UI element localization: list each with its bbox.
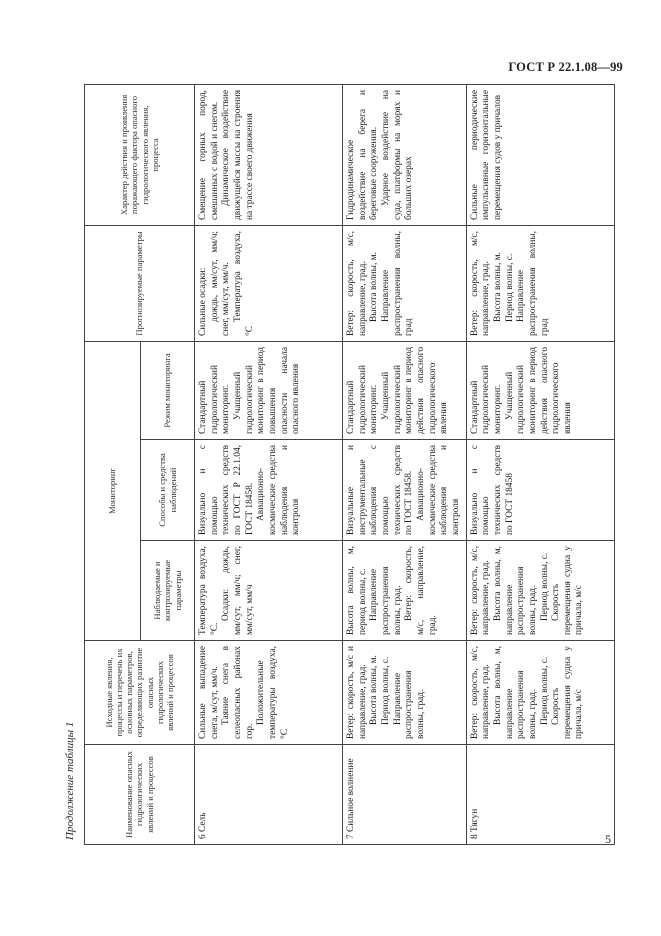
cell-line: Высота волны, м, направление распространения волны, град. xyxy=(492,646,538,739)
cell-sources xyxy=(466,641,614,745)
cell-line: Ветер: скорость, м/с, направление, град. xyxy=(469,546,492,635)
page-header: ГОСТ Р 22.1.08—99 xyxy=(508,60,623,74)
cell-line: Высота волны, м, направление распространения волны, град. xyxy=(492,546,538,635)
cell-impact xyxy=(343,84,467,225)
page-number: 5 xyxy=(605,832,611,846)
cell-line: Авиационно-космические средства наблюдения и контроля xyxy=(256,445,302,535)
cell-forecast xyxy=(466,225,614,341)
cell-line: Ветер: скорость, м/с, направление, град. xyxy=(346,230,368,336)
cell-methods xyxy=(466,440,614,541)
cell-name: 8 Тягун xyxy=(466,745,614,845)
cell-line: Ударное воздействие на суда, платформы на морях и больших озерах xyxy=(380,89,415,220)
cell-line: Высота волны, м. xyxy=(369,252,380,322)
header-observed: Наблюдаемые и контролируемые параметры xyxy=(141,541,195,641)
table-row xyxy=(466,84,614,844)
cell-observed xyxy=(466,541,614,641)
cell-line: Учащенный гидрологический мониторинг в период действия опасного гидрологического явления xyxy=(504,346,573,434)
table-row xyxy=(343,84,467,844)
cell-sources xyxy=(195,641,343,745)
cell-line: дождь, мм/сут, мм/ч; снег, мм/сут, мм/ч. xyxy=(209,230,232,336)
cell-line: Сильные осадки: xyxy=(198,267,208,336)
cell-line: Скорость перемещения судна у причала, м/с xyxy=(551,546,585,635)
header-sources: Исходные явления, процессы и перечень их основных параметров, определяющих развитие опасных гидрологических явлений и процессов xyxy=(85,641,195,745)
table-body xyxy=(195,84,615,844)
cell-line: Ветер: скорость, м/с, направление, град. xyxy=(404,546,438,635)
header-name: Наименование опасных гидрологических явлений и процессов xyxy=(85,745,195,845)
cell-line: Направление распространения волны, град xyxy=(380,230,415,336)
cell-line: Смещение горных пород, смешанных с водой и снегом. xyxy=(198,89,220,220)
cell-mode xyxy=(195,341,343,439)
cell-impact xyxy=(195,84,343,225)
header-forecast: Прогнозируемые параметры xyxy=(85,225,195,341)
cell-methods xyxy=(195,440,343,541)
cell-line: Осадки: дождь, мм/сут, мм/ч; снег, мм/сут, мм/ч xyxy=(221,546,255,635)
cell-observed xyxy=(343,541,467,641)
cell-observed xyxy=(195,541,343,641)
cell-line: Период волны, с. xyxy=(539,552,550,621)
cell-line: Период волны, с. xyxy=(380,656,391,725)
cell-line: Период волны, с. xyxy=(539,656,550,725)
header-methods: Способы и средства наблюдений xyxy=(141,440,195,541)
header-monitoring: Мониторинг xyxy=(85,341,141,640)
cell-line: Направление распространения волны, град. xyxy=(369,566,403,635)
cell-line: Авиационно-космические средства наблюдения и контроля xyxy=(415,445,461,535)
cell-line: Стандартный гидрологический мониторинг. xyxy=(469,365,503,434)
cell-forecast xyxy=(195,225,343,341)
header-mode: Режим мониторинга xyxy=(141,341,195,439)
cell-line: Стандартный гидрологический мониторинг. xyxy=(198,365,232,434)
cell-methods xyxy=(343,440,467,541)
table-caption: Продолжение таблицы 1 xyxy=(64,721,76,840)
cell-line: Ветер: скорость, м/с, направление, град. xyxy=(469,230,492,336)
cell-line: Скорость перемещения судна у причала, м/с xyxy=(551,646,585,739)
cell-line: Положительные температуры воздуха, °С xyxy=(256,646,290,739)
table-row xyxy=(195,84,343,844)
cell-name: 7 Сильное волнение xyxy=(343,745,467,845)
cell-line: Направление распространения волны, град xyxy=(516,230,550,336)
cell-line: Визуально и с помощью технических средств по ГОСТ Р 22.1.04, ГОСТ 18458. xyxy=(198,445,255,535)
cell-line: Динамическое воздействие движущейся массы на строения на трассе своего движения xyxy=(221,89,255,220)
cell-line: Визуально и с помощью технических средств по ГОСТ 18458 xyxy=(469,445,515,535)
cell-line: Стандартный гидрологический мониторинг. xyxy=(346,365,380,434)
cell-line: Сильные выпадение снега, м/сут, мм/ч. xyxy=(198,646,220,739)
cell-line: Температура воздуха, °С xyxy=(232,230,255,336)
cell-impact xyxy=(466,84,614,225)
cell-line: Период волны, с. xyxy=(504,253,515,322)
cell-line: Высота волны, м. xyxy=(369,655,380,725)
hydrological-phenomena-table xyxy=(84,84,615,845)
cell-line: Учащенный гидрологический мониторинг в период действия опасного гидрологического явления xyxy=(380,346,450,434)
cell-line: Высота волны, м, период волны, с. xyxy=(346,546,368,635)
rotated-table-area xyxy=(60,85,610,845)
cell-line: Таяние снега в селеопасных районах гор. xyxy=(221,646,255,739)
cell-line: Гидродинамическое воздействие на берега и береговые сооружения. xyxy=(346,89,380,220)
cell-line: Высота волны, м. xyxy=(492,252,503,322)
cell-line: Сильные периодические импульсивные горизонтальные перемещения судов у причалов xyxy=(469,89,503,220)
cell-forecast xyxy=(343,225,467,341)
cell-line: Учащенный гидрологический мониторинг в период повышения опасности начала опасного явления xyxy=(232,346,302,434)
cell-name: 6 Сель xyxy=(195,745,343,845)
cell-sources xyxy=(343,641,467,745)
cell-line: Ветер: скорость, м/с и направление, град. xyxy=(346,646,368,739)
cell-mode xyxy=(466,341,614,439)
cell-line: Визуальные и инструментальные наблюдения с помощью технических средств по ГОСТ 18458. xyxy=(346,445,415,535)
header-impact: Характер действия и проявления поражающего фактора опасного гидрологического явления, процесса xyxy=(85,84,195,225)
cell-line: Ветер: скорость, м/с, направление, град. xyxy=(469,646,492,739)
cell-mode xyxy=(343,341,467,439)
cell-line: Направление распространения волны, град. xyxy=(392,670,426,739)
cell-line: Температура воздуха, °С. xyxy=(198,546,220,635)
